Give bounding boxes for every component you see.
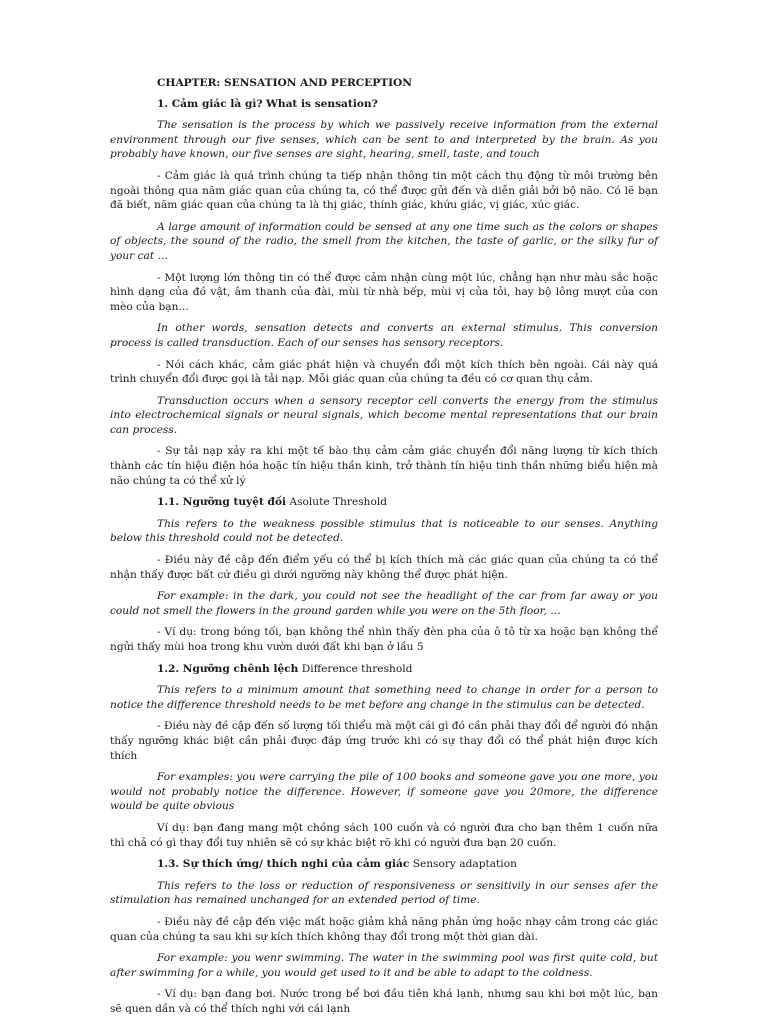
- sec11-paragraph-1-vi: - Điều này đề cập đến điểm yếu có thể bị kích thích mà các giác quan của chúng ta có thể nhận thấy được bất cứ điều gì dưới ngưỡng này không thể được phát hiện.: [110, 554, 658, 581]
- section-1-1-heading: [110, 495, 658, 510]
- sec1-paragraph-3-vi: - Nói cách khác, cảm giác phát hiện và chuyển đổi một kích thích bên ngoài. Cái này quá trình chuyển đổi được gọi là tải nạp. Mỗi giác quan của chúng ta đều có cơ quan thụ cảm.: [110, 358, 658, 386]
- sec11-paragraph-2-en: For example: in the dark, you could not see the headlight of the car from far away or you could not smell the flowers in the ground garden while you were on the 5th floor, …: [110, 590, 658, 617]
- section-1-2-heading: [110, 662, 658, 677]
- section-1-heading: [110, 97, 658, 112]
- sec12-paragraph-1-en: This refers to a minimum amount that something need to change in order for a person to notice the difference threshold needs to be met before ang change in the stimulus can be detected.: [110, 684, 658, 711]
- section-1-3-heading-en: Sensory adaptation: [412, 858, 517, 871]
- sec12-paragraph-2-vi: Ví dụ: bạn đang mang một chồng sách 100 cuốn và có người đưa cho bạn thêm 1 cuốn nữa thì chả có gì thay đổi tuy nhiên sẽ có sự khác biệt rõ khi có người đưa bạn 20 cuốn.: [110, 821, 658, 849]
- sec13-paragraph-2-en: For example: you wenr swimming. The water in the swimming pool was first quite cold, but after swimming for a while, you would get used to it and be able to adapt to the coldness.: [110, 952, 658, 979]
- sec12-paragraph-1-vi: - Điều này đề cập đến số lượng tối thiểu mà một cái gì đó cần phải thay đổi để người đó nhận thấy ngưỡng khác biệt cần phải được đáp ứng trước khi có sự thay đổi có thể phát hiện được kích thích: [110, 720, 658, 762]
- sec1-paragraph-2-vi: - Một lượng lớn thông tin có thể được cảm nhận cùng một lúc, chẳng hạn như màu sắc hoặc hình dạng của đồ vật, âm thanh của đài, mùi từ nhà bếp, mùi vị của tỏi, hay bộ lông mượt của con mèo của bạn…: [110, 271, 658, 313]
- sec1-paragraph-4-vi: - Sự tải nạp xảy ra khi một tế bào thụ cảm cảm giác chuyển đổi năng lượng từ kích thích thành các tín hiệu điện hóa hoặc tín hiệu thần kinh, trở thành tín hiệu tinh thần những biểu hiện mà não chúng ta có thể xử lý: [110, 445, 658, 487]
- sec1-paragraph-4-en: Transduction occurs when a sensory receptor cell converts the energy from the stimulus into electrochemical signals or neural signals, which become mental representations that our brain can process.: [110, 394, 658, 436]
- sec13-paragraph-2-vi: - Ví dụ: bạn đang bơi. Nước trong bể bơi đầu tiên khá lạnh, nhưng sau khi bơi một lúc, bạn sẽ quen dần và có thể thích nghi với cái lạnh: [110, 988, 658, 1015]
- sec13-paragraph-1-vi: - Điều này đề cập đến việc mất hoặc giảm khả năng phản ứng hoặc nhạy cảm trong các giác quan của chúng ta sau khi sự kích thích không thay đổi trong một thời gian dài.: [110, 915, 658, 943]
- section-1-2-heading-en: Difference threshold: [301, 662, 413, 675]
- section-1-1-heading-en: Asolute Threshold: [289, 496, 388, 509]
- section-1-1-heading-vi: 1.1. Ngưỡng tuyệt đối: [157, 496, 287, 509]
- sec13-paragraph-1-en: This refers to the loss or reduction of responsiveness or sensitivily in our senses afer the stimulation has remained unchanged for an extended period of time.: [110, 879, 658, 907]
- chapter-title: CHAPTER: SENSATION AND PERCEPTION: [157, 77, 412, 89]
- sec12-paragraph-2-en: For examples: you were carrying the pile of 100 books and someone gave you one more, you would not probably notice the difference. However, if someone gave you 20more, the difference would be quite obvious: [110, 771, 658, 813]
- sec11-paragraph-1-en: This refers to the weakness possible stimulus that is noticeable to our senses. Anything below this threshold could not be detected.: [110, 517, 658, 545]
- sec1-paragraph-1-en: The sensation is the process by which we passively receive information from the external environment through our five senses, which can be sent to and interpreted by the brain. As you probably have known, our five senses are sight, hearing, smell, taste, and touch: [110, 119, 658, 161]
- section-1-3-heading-vi: 1.3. Sự thích ứng/ thích nghi của cảm giác: [157, 858, 410, 871]
- section-1-3-heading: [110, 857, 658, 872]
- section-1-2-heading-vi: 1.2. Ngưỡng chênh lệch: [157, 662, 299, 675]
- section-1-heading-en: What is sensation?: [265, 97, 378, 110]
- section-1-heading-vi: 1. Cảm giác là gì?: [157, 97, 263, 110]
- sec1-paragraph-1-vi: - Cảm giác là quá trình chúng ta tiếp nhận thông tin một cách thụ động từ môi trường bên ngoài thông qua năm giác quan của chúng ta, có thể được gửi đến và diễn giải bởi bộ não. Có lẽ bạn đã biết, năm giác quan của chúng ta là thị giác, thính giác, khứu giác, vị giác, xúc giác.: [110, 169, 658, 212]
- sec11-paragraph-2-vi: - Ví dụ: trong bóng tối, bạn không thể nhìn thấy đèn pha của ô tô từ xa hoặc bạn không thể ngửi thấy mùi hoa trong khu vườn dưới đất khi bạn ở lầu 5: [110, 626, 658, 653]
- sec1-paragraph-3-en: In other words, sensation detects and converts an external stimulus. This conversion process is called transduction. Each of our senses has sensory receptors.: [110, 322, 658, 349]
- document-content: [110, 76, 658, 1023]
- sec1-paragraph-2-en: A large amount of information could be sensed at any one time such as the colors or shapes of objects, the sound of the radio, the smell from the kitchen, the taste of garlic, or the silky fur of your cat …: [110, 220, 658, 262]
